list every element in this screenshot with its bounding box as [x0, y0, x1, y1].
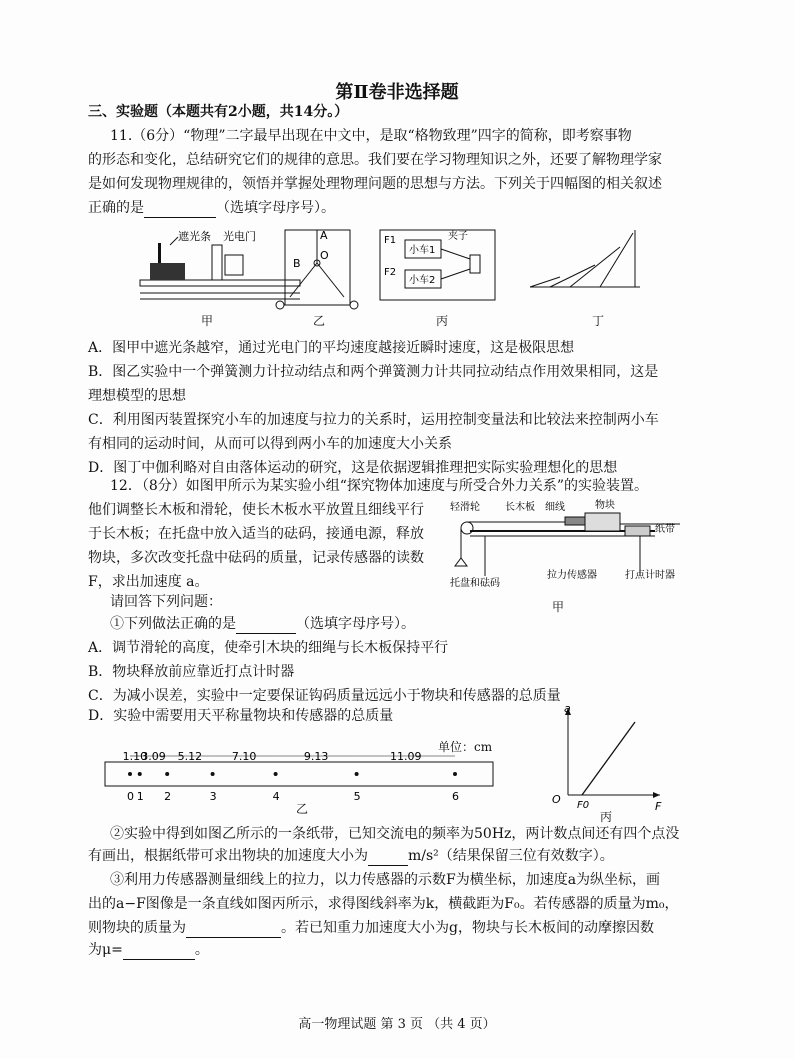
bing-label-F2: F2	[384, 267, 397, 278]
q12-sub3-blank-mu[interactable]	[123, 945, 195, 960]
caption-jia: 甲	[201, 314, 214, 328]
q12-sub3-line3-after: 。若已知重力加速度大小为g，物块与长木板间的动摩擦因数	[281, 920, 654, 936]
jia-label-board: 长木板	[505, 502, 535, 513]
tape-point-label: 6	[452, 790, 459, 803]
tape-caption: 乙	[296, 802, 309, 816]
q11-option-b-cont: 理想模型的思想	[88, 388, 186, 404]
graph-origin: O	[552, 793, 561, 806]
tape-figure	[100, 748, 500, 808]
figure-bing	[380, 229, 495, 300]
tape-segment-label: 9.13	[303, 750, 329, 763]
caption-ding: 丁	[592, 314, 605, 328]
q12-sub3-line4	[88, 940, 209, 960]
q12-sub2-blank[interactable]	[368, 851, 408, 866]
tape-point-label: 4	[272, 790, 280, 803]
jia-label-string: 细线	[545, 502, 565, 513]
q12-option-c: C．为减小误差，实验中一定要保证钩码质量远远小于物块和传感器的总质量	[88, 688, 561, 704]
q12-sub2-line1: ②实验中得到如图乙所示的一条纸带，已知交流电的频率为50Hz，两计数点间还有四个点没	[110, 826, 680, 842]
q12-line-1: 12．（8分）如图甲所示为某实验小组“探究物体加速度与所受合外力关系”的实验装置。	[110, 478, 649, 494]
yi-label-O: O	[320, 249, 329, 262]
tape-unit: 单位：cm	[438, 740, 493, 754]
tape-point	[138, 772, 142, 776]
tape-point-label: 0	[127, 790, 134, 803]
q11-line-3: 是如何发现物理规律的，领悟并掌握处理物理问题的思想与方法。下列关于四幅图的相关叙述	[88, 176, 662, 192]
figure-jia	[140, 229, 300, 299]
q11-line-2: 的形态和变化，总结研究它们的规律的意思。我们要在学习物理知识之外，还要了解物理学家	[88, 152, 662, 168]
q11-line-1: 11.（6分）“物理”二字最早出现在中文中，是取“格物致理”四字的简称，即考察事物	[110, 128, 632, 144]
tape-point-label: 1	[136, 790, 144, 803]
q11-answer-blank[interactable]	[144, 203, 216, 218]
q12-caption-jia: 甲	[552, 600, 565, 614]
bing-label-car2: 小车2	[409, 275, 436, 286]
graph-y-label: a	[564, 702, 571, 715]
jia-label-tape: 纸带	[655, 524, 675, 535]
q11-option-c-cont: 有相同的运动时间，从而可以得到两小车的加速度大小关系	[88, 436, 452, 452]
caption-yi: 乙	[313, 314, 326, 328]
q12-sub3-blank-mass[interactable]	[186, 923, 281, 938]
bing-label-F1: F1	[384, 235, 397, 246]
q12-sub1	[110, 614, 415, 634]
q11-option-a: A．图甲中遮光条越窄，通过光电门的平均速度越接近瞬时速度，这是极限思想	[88, 340, 575, 356]
bing-label-car1: 小车1	[409, 245, 436, 256]
q12-sub3-line3-before: 则物块的质量为	[88, 920, 186, 936]
jia-label-block: 物块	[595, 500, 615, 511]
tape-segment-label: 11.09	[390, 750, 422, 763]
tape-point	[453, 772, 457, 776]
tape-segment-label: 7.10	[231, 750, 257, 763]
q12-figure-jia	[445, 496, 690, 596]
tape-point	[128, 772, 132, 776]
tape-segment-label: 5.12	[177, 750, 203, 763]
tape-point	[211, 772, 215, 776]
yi-label-A: A	[320, 229, 328, 242]
q12-line-5: F，求出加速度 a。	[88, 574, 209, 590]
q12-sub1-after: （选填字母序号）。	[296, 616, 415, 632]
q12-sub2-after: m/s²（结果保留三位有效数字）。	[408, 848, 614, 864]
tape-point-label: 5	[353, 790, 361, 803]
q12-prompt: 请回答下列问题：	[110, 594, 222, 610]
q12-sub3-line4-before: 为μ=	[88, 942, 123, 958]
jia-label-sensor: 拉力传感器	[547, 570, 597, 581]
q11-stem-before: 正确的是	[88, 200, 144, 216]
jia-label-tray: 托盘和砝码	[450, 578, 500, 589]
q12-option-a: A．调节滑轮的高度，使牵引木块的细绳与长木板保持平行	[88, 640, 449, 656]
q11-option-d: D．图丁中伽利略对自由落体运动的研究，这是依据逻辑推理把实际实验理想化的思想	[88, 460, 618, 476]
q12-sub3-line1: ③利用力传感器测量细线上的拉力，以力传感器的示数F为横坐标，加速度a为纵坐标，画	[110, 872, 661, 888]
graph-x-label: F	[655, 800, 662, 813]
caption-bing: 丙	[436, 314, 449, 328]
jia-label-timer: 打点计时器	[625, 570, 675, 581]
graph-caption: 丙	[600, 810, 613, 824]
bing-label-clip: 夹子	[448, 231, 468, 242]
q12-sub1-before: ①下列做法正确的是	[110, 616, 236, 632]
yi-label-B: B	[293, 257, 301, 270]
q12-sub3-line4-after: 。	[194, 942, 209, 958]
section-heading: 三、实验题（本题共有2小题，共14分。）	[88, 104, 349, 120]
q12-option-b: B．物块释放前应靠近打点计时器	[88, 664, 295, 680]
jia-label-guangdianmen: 光电门	[223, 230, 256, 243]
q12-sub2-line2	[88, 846, 614, 866]
q12-line-2: 他们调整长木板和滑轮，使长木板水平放置且细线平行	[88, 502, 424, 518]
tape-point	[274, 772, 278, 776]
tape-point	[165, 772, 169, 776]
q12-line-3: 于长木板；在托盘中放入适当的砝码，接通电源，释放	[88, 526, 424, 542]
page-title: 第Ⅱ卷非选择题	[335, 82, 459, 103]
jia-label-pulley: 轻滑轮	[450, 502, 480, 513]
q12-sub1-blank[interactable]	[236, 619, 296, 634]
figure-yi	[276, 229, 358, 309]
page-footer: 高一物理试题 第 3 页 （共 4 页）	[298, 1017, 496, 1032]
q12-option-d: D．实验中需要用天平称量物块和传感器的总质量	[88, 708, 394, 724]
q12-sub3-line3	[88, 918, 654, 938]
graph-f0: F0	[577, 800, 590, 811]
tape-segment-label: 3.09	[141, 750, 166, 763]
tape-point-label: 3	[209, 790, 217, 803]
tape-segment-label: 1.10	[122, 750, 148, 763]
jia-label-zheguangtiao: 遮光条	[178, 230, 211, 243]
graph-bing	[540, 700, 670, 820]
q11-option-b: B．图乙实验中一个弹簧测力计拉动结点和两个弹簧测力计共同拉动结点作用效果相同，这是	[88, 364, 659, 380]
graph-line	[582, 722, 635, 795]
tape-point-label: 2	[164, 790, 172, 803]
q11-option-c: C．利用图丙装置探究小车的加速度与拉力的关系时，运用控制变量法和比较法来控制两小车	[88, 412, 659, 428]
q11-line-4	[88, 198, 335, 218]
q12-sub2-before: 有画出，根据纸带可求出物块的加速度大小为	[88, 848, 368, 864]
q12-line-4: 物块，多次改变托盘中砝码的质量，记录传感器的读数	[88, 550, 424, 566]
figure-ding	[530, 230, 640, 287]
q11-stem-after: （选填字母序号）。	[216, 200, 335, 216]
tape-point	[355, 772, 359, 776]
q12-sub3-line2: 出的a−F图像是一条直线如图丙所示，求得图线斜率为k，横截距为F₀。若传感器的质量为m₀，	[88, 896, 679, 912]
